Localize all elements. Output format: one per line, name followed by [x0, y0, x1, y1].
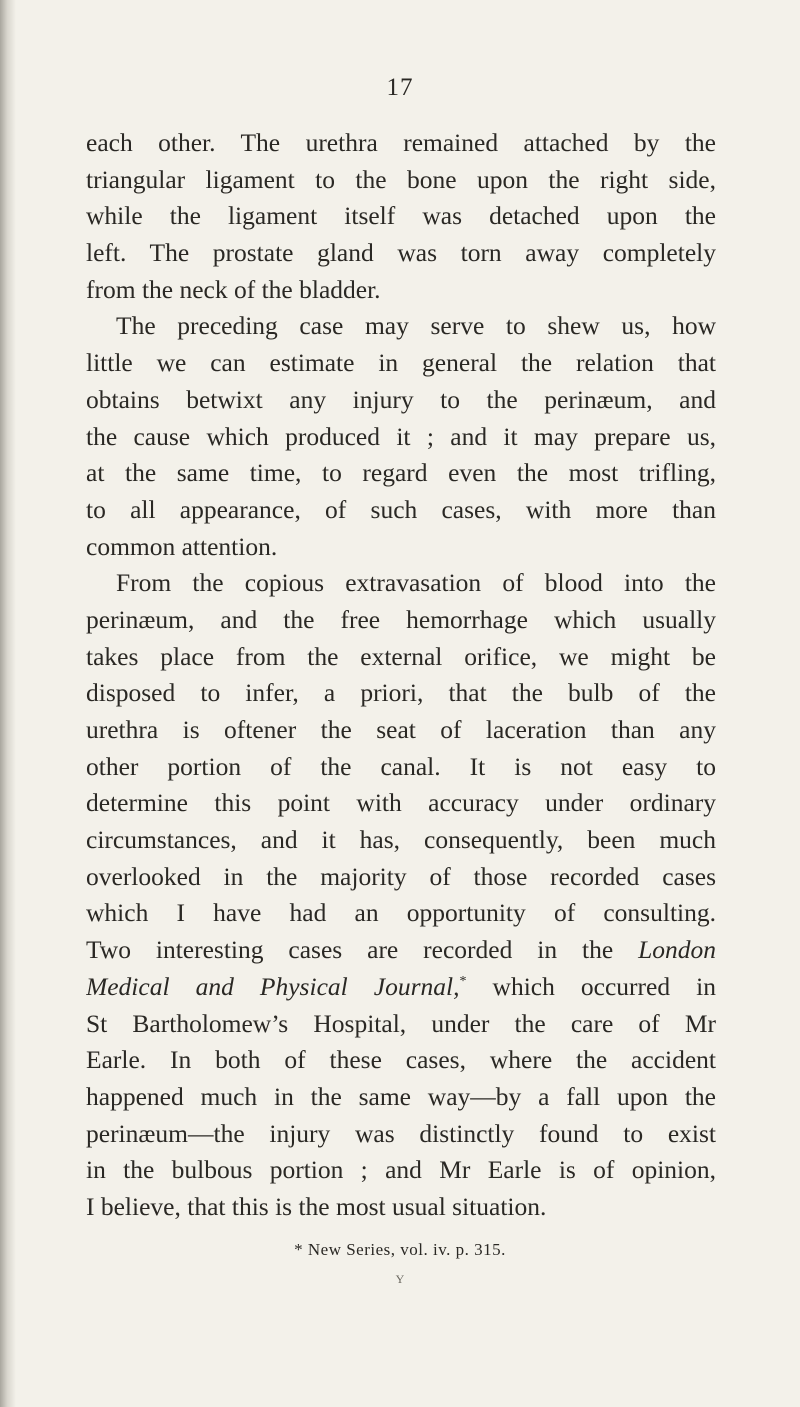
- text-line: little we can estimate in general the relation that: [86, 348, 716, 378]
- text-line: left. The prostate gland was torn away completely: [86, 238, 716, 268]
- text-line: takes place from the external orifice, we might be: [86, 641, 716, 671]
- journal-title-italic: London: [638, 935, 716, 965]
- text-line: I believe, that this is the most usual situation.: [86, 1191, 547, 1221]
- text-line: urethra is oftener the seat of laceration than any: [86, 715, 716, 744]
- text-line: perinæum—the injury was distinctly found to exist: [86, 1118, 716, 1148]
- text-line: common attention.: [86, 531, 278, 561]
- text-line: to all appearance, of such cases, with more than: [86, 494, 716, 524]
- text-line: obtains betwixt any injury to the perinæum, and: [86, 384, 716, 414]
- text-line: which I have had an opportunity of consulting.: [86, 898, 716, 928]
- paragraph-start-line: From the copious extravasation of blood into the: [116, 568, 716, 598]
- text-line: determine this point with accuracy under ordinary: [86, 788, 716, 818]
- text-line: disposed to infer, a priori, that the bulb of the: [86, 678, 716, 708]
- paragraph-start-line: The preceding case may serve to shew us, how: [116, 311, 716, 341]
- text-line: while the ligament itself was detached upon the: [86, 201, 716, 231]
- text-line: overlooked in the majority of those recorded cases: [86, 861, 716, 891]
- footnote-marker: *: [459, 973, 467, 989]
- footnote: * New Series, vol. iv. p. 315.: [294, 1240, 506, 1259]
- journal-title-italic: Medical and Physical Journal,: [86, 971, 460, 1001]
- text-line: the cause which produced it ; and it may prepare us,: [86, 421, 716, 451]
- text-line: other portion of the canal. It is not easy to: [86, 751, 716, 781]
- text-line: Medical and Physical Journal,* which occurred in: [86, 971, 716, 1001]
- text-line: at the same time, to regard even the most trifling,: [86, 458, 716, 488]
- text-line: happened much in the same way—by a fall upon the: [86, 1081, 716, 1111]
- text-line: Earle. In both of these cases, where the accident: [86, 1045, 716, 1075]
- text-line: St Bartholomew’s Hospital, under the care of Mr: [86, 1008, 716, 1038]
- text-line: perinæum, and the free hemorrhage which usually: [86, 604, 716, 634]
- page-spine-shadow: [0, 0, 16, 1407]
- body-text: [86, 125, 716, 1226]
- text-line: in the bulbous portion ; and Mr Earle is of opinion,: [86, 1155, 716, 1185]
- page-number: 17: [386, 74, 414, 101]
- text-line: circumstances, and it has, consequently, been much: [86, 825, 716, 855]
- signature-mark: Y: [395, 1272, 405, 1286]
- text-line: triangular ligament to the bone upon the right side,: [86, 164, 716, 194]
- text-line: from the neck of the bladder.: [86, 274, 381, 304]
- text-line: each other. The urethra remained attached by the: [86, 128, 716, 157]
- text-line: Two interesting cases are recorded in the London: [86, 935, 716, 965]
